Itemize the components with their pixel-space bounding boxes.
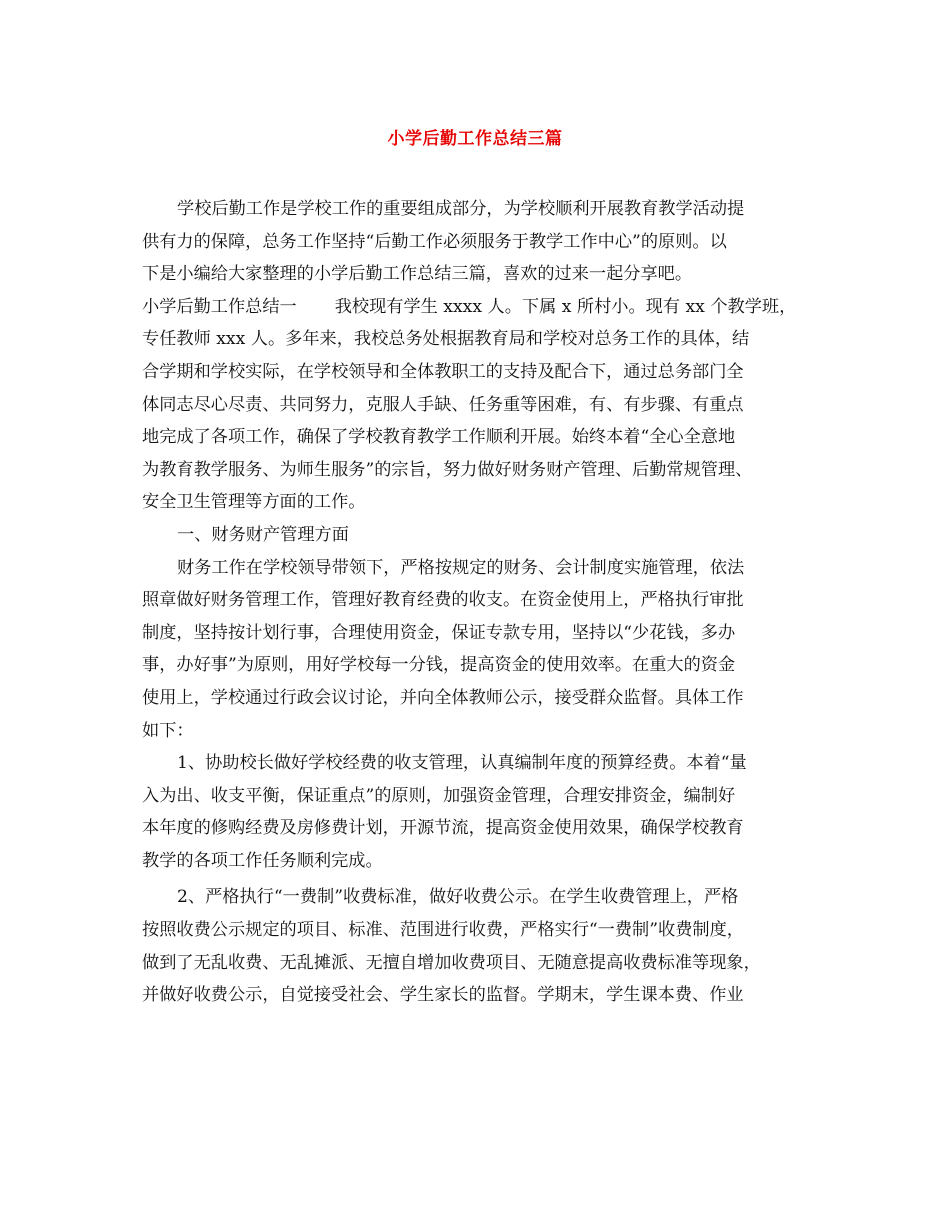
intro-line: 学校后勤工作是学校工作的重要组成部分，为学校顺利开展教育教学活动提 <box>177 199 745 219</box>
section1-line: 合学期和学校实际，在学校领导和全体教职工的支持及配合下，通过总务部门全 <box>142 361 744 382</box>
finance-line: 如下： <box>142 720 194 741</box>
finance-line: 事，办好事”为原则，用好学校每一分钱，提高资金的使用效率。在重大的资金 <box>142 655 736 676</box>
section1-first-line <box>142 291 812 324</box>
document-body <box>142 193 812 1012</box>
section-heading: 一、财务财产管理方面 <box>177 524 349 545</box>
item1-line: 入为出、收支平衡，保证重点”的原则，加强资金管理，合理安排资金，编制好 <box>142 785 736 806</box>
item2-line: 做到了无乱收费、无乱摊派、无擅自增加收费项目、无随意提高收费标准等现象， <box>142 952 761 973</box>
intro-line: 下是小编给大家整理的小学后勤工作总结三篇，喜欢的过来一起分享吧。 <box>142 264 693 285</box>
finance-line: 照章做好财务管理工作，管理好教育经费的收支。在资金使用上，严格执行审批 <box>142 590 744 611</box>
section1-line: 为教育教学服务、为师生服务”的宗旨，努力做好财务财产管理、后勤常规管理、 <box>142 459 753 480</box>
item1-line: 本年度的修购经费及房修费计划，开源节流，提高资金使用效果，确保学校教育 <box>142 818 744 839</box>
item2-line: 按照收费公示规定的项目、标准、范围进行收费，严格实行“一费制”收费制度， <box>142 920 744 941</box>
section1-first-text: 我校现有学生 xxxx 人。下属 x 所村小。现有 xx 个教学班， <box>334 296 797 317</box>
item1-line: 教学的各项工作任务顺利完成。 <box>142 850 383 871</box>
section1-line: 专任教师 xxx 人。多年来，我校总务处根据教育局和学校对总务工作的具体，结 <box>142 329 750 350</box>
finance-line: 财务工作在学校领导带领下，严格按规定的财务、会计制度实施管理，依法 <box>177 557 745 578</box>
finance-line: 使用上，学校通过行政会议讨论，并向全体教师公示，接受群众监督。具体工作 <box>142 687 744 708</box>
item2-line: 并做好收费公示，自觉接受社会、学生家长的监督。学期末，学生课本费、作业 <box>142 985 744 1006</box>
intro-line: 供有力的保障，总务工作坚持“后勤工作必须服务于教学工作中心”的原则。以 <box>142 231 727 252</box>
section1-line: 地完成了各项工作，确保了学校教育教学工作顺利开展。始终本着“全心全意地 <box>142 427 736 448</box>
section1-label: 小学后勤工作总结一 <box>142 296 297 317</box>
document-title: 小学后勤工作总结三篇 <box>387 129 563 149</box>
finance-line: 制度，坚持按计划行事，合理使用资金，保证专款专用，坚持以“少花钱，多办 <box>142 622 736 643</box>
section1-line: 体同志尽心尽责、共同努力，克服人手缺、任务重等困难，有、有步骤、有重点 <box>142 394 744 415</box>
item2-line: 2、严格执行“一费制”收费标准，做好收费公示。在学生收费管理上，严格 <box>177 887 739 908</box>
section1-line: 安全卫生管理等方面的工作。 <box>142 492 366 513</box>
item1-line: 1、协助校长做好学校经费的收支管理，认真编制年度的预算经费。本着“量 <box>177 753 747 774</box>
